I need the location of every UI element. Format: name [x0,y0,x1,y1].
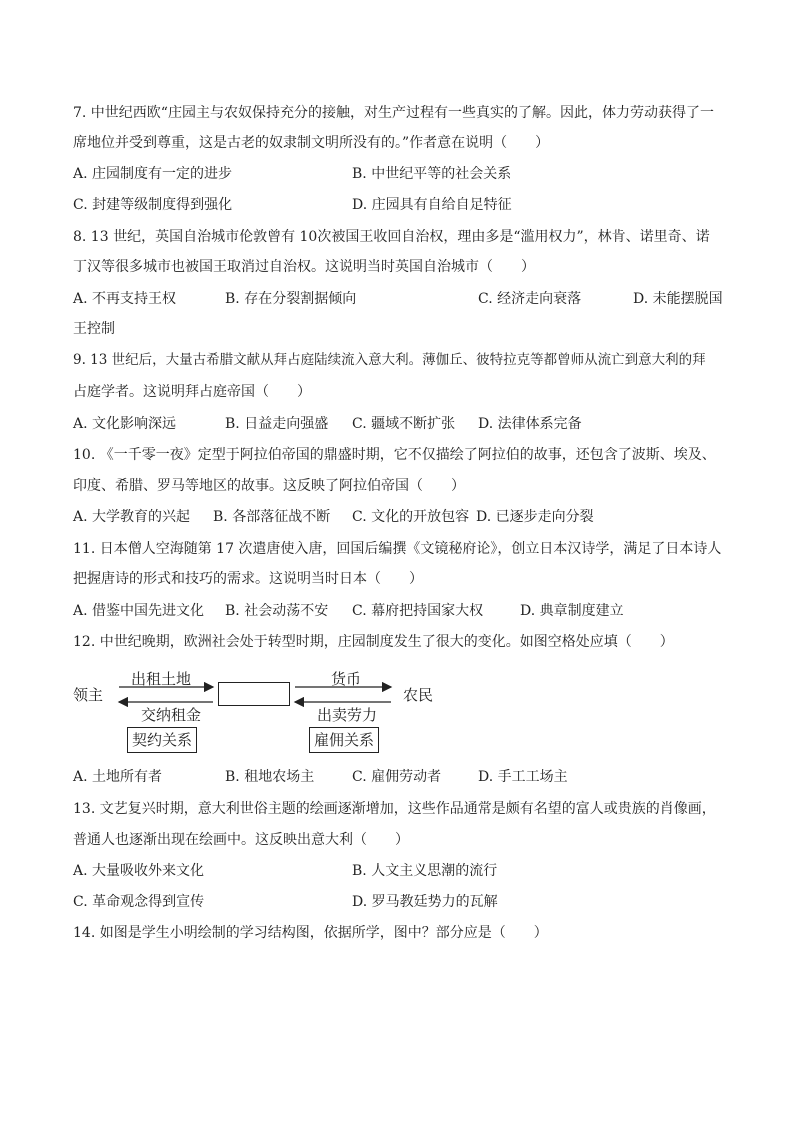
diagram-label-lord: 领主 [73,686,104,704]
q10-stem-line2: 印度、希腊、罗马等地区的故事。这反映了阿拉伯帝国（ ） [73,478,465,494]
q13-option-b[interactable]: B. 人文主义思潮的流行 [352,863,498,879]
q8-stem-line1: 8. 13 世纪，英国自治城市伦敦曾有 10次被国王收回自治权，理由多是“滥用权力”，林肯、诺里奇、诺 [73,229,710,245]
diagram-box-employment: 雇佣关系 [309,727,379,753]
q8-option-a[interactable]: A. 不再支持王权 [73,291,177,307]
diagram-label-pay-rent: 交纳租金 [141,706,202,724]
q8-stem-line2: 丁汉等很多城市也被国王取消过自治权。这说明当时英国自治城市（ ） [73,259,535,275]
q7-option-c[interactable]: C. 封建等级制度得到强化 [73,197,233,213]
q7-stem-line2: 席地位并受到尊重，这是古老的奴隶制文明所没有的。”作者意在说明（ ） [73,135,550,151]
q11-stem-line2: 把握唐诗的形式和技巧的需求。这说明当时日本（ ） [73,571,423,587]
q10-option-d[interactable]: D. 已逐步走向分裂 [476,509,594,525]
q12-option-b[interactable]: B. 租地农场主 [225,769,315,785]
q11-option-c[interactable]: C. 幕府把持国家大权 [352,603,484,619]
q11-stem-line1: 11. 日本僧人空海随第 17 次遣唐使入唐，回国后编撰《文镜秘府论》，创立日本汉诗学，满足了日本诗人 [73,541,722,557]
q14-stem-line1: 14. 如图是学生小明绘制的学习结构图，依据所学，图中？部分应是（ ） [73,925,548,941]
q11-option-a[interactable]: A. 借鉴中国先进文化 [73,603,205,619]
q13-option-d[interactable]: D. 罗马教廷势力的瓦解 [352,894,498,910]
q11-option-d[interactable]: D. 典章制度建立 [520,603,624,619]
q13-stem-line2: 普通人也逐渐出现在绘画中。这反映出意大利（ ） [73,832,409,848]
q9-option-c[interactable]: C. 疆域不断扩张 [352,416,456,432]
q12-stem-line1: 12. 中世纪晚期，欧洲社会处于转型时期，庄园制度发生了很大的变化。如图空格处应填（ ） [73,634,674,650]
q10-stem-line1: 10. 《一千零一夜》定型于阿拉伯帝国的鼎盛时期，它不仅描绘了阿拉伯的故事，还包含了波斯、埃及、 [73,447,716,463]
q12-option-d[interactable]: D. 手工工场主 [478,769,568,785]
q7-stem-line1: 7. 中世纪西欧“庄园主与农奴保持充分的接触，对生产过程有一些真实的了解。因此，体力劳动获得了一 [73,105,714,121]
q13-option-a[interactable]: A. 大量吸收外来文化 [73,863,205,879]
q13-stem-line1: 13. 文艺复兴时期，意大利世俗主题的绘画逐渐增加，这些作品通常是颇有名望的富人或贵族的肖像画， [73,801,716,817]
q12-option-c[interactable]: C. 雇佣劳动者 [352,769,442,785]
q8-option-c[interactable]: C. 经济走向衰落 [478,291,582,307]
q9-option-b[interactable]: B. 日益走向强盛 [225,416,329,432]
diagram-blank-box[interactable] [218,682,290,706]
q9-stem-line1: 9. 13 世纪后，大量古希腊文献从拜占庭陆续流入意大利。薄伽丘、彼特拉克等都曾师从流亡到意大利的拜 [73,352,706,368]
q9-option-d[interactable]: D. 法律体系完备 [478,416,582,432]
diagram-label-money: 货币 [331,670,362,688]
q7-option-b[interactable]: B. 中世纪平等的社会关系 [352,166,512,182]
q13-option-c[interactable]: C. 革命观念得到宣传 [73,894,205,910]
diagram-box-contract: 契约关系 [127,727,197,753]
q9-option-a[interactable]: A. 文化影响深远 [73,416,177,432]
q12-diagram [73,672,453,756]
diagram-label-peasant: 农民 [403,686,434,704]
q8-option-d[interactable]: D. 未能摆脱国 [633,291,723,307]
q11-option-b[interactable]: B. 社会动荡不安 [225,603,329,619]
q8-option-d-cont: 王控制 [73,321,115,337]
q10-option-c[interactable]: C. 文化的开放包容 [352,509,470,525]
q10-option-b[interactable]: B. 各部落征战不断 [213,509,331,525]
q7-option-a[interactable]: A. 庄园制度有一定的进步 [73,166,233,182]
diagram-label-sell-labor: 出卖劳力 [317,706,378,724]
diagram-label-rent-land: 出租土地 [131,670,192,688]
q8-option-b[interactable]: B. 存在分裂割据倾向 [225,291,357,307]
q12-option-a[interactable]: A. 土地所有者 [73,769,163,785]
q10-option-a[interactable]: A. 大学教育的兴起 [73,509,191,525]
q9-stem-line2: 占庭学者。这说明拜占庭帝国（ ） [73,384,311,400]
q7-option-d[interactable]: D. 庄园具有自给自足特征 [352,197,512,213]
